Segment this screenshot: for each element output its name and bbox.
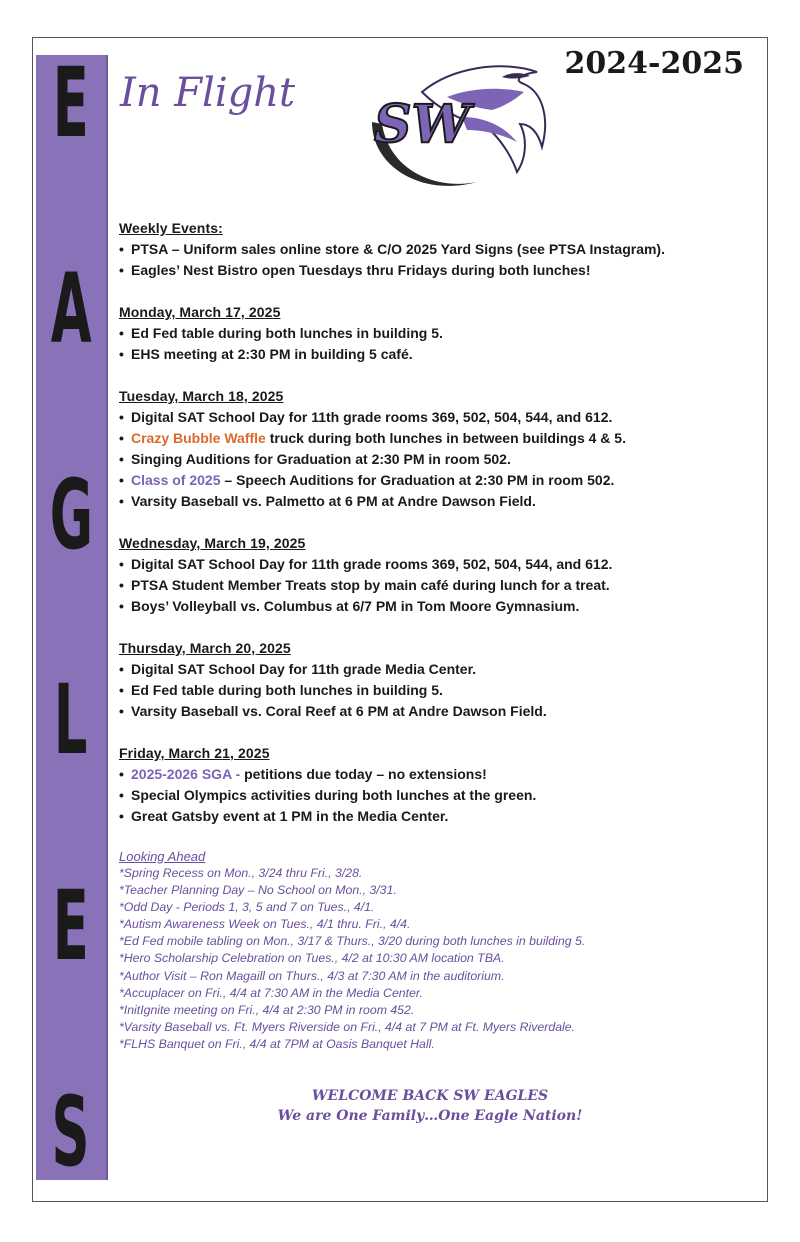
event-item <box>119 785 759 806</box>
event-item <box>119 491 759 512</box>
footer <box>100 1086 760 1126</box>
newsletter-title: In Flight <box>120 70 296 116</box>
section-heading: Friday, March 21, 2025 <box>119 745 270 761</box>
bullet-icon: • <box>119 472 124 488</box>
event-item <box>119 449 759 470</box>
event-item <box>119 428 759 449</box>
event-text: – Speech Auditions for Graduation at 2:30 PM in room 502. <box>220 472 615 488</box>
event-text: Singing Auditions for Graduation at 2:30 PM in room 502. <box>131 451 511 467</box>
event-text: Ed Fed table during both lunches in building 5. <box>131 325 443 341</box>
event-item <box>119 764 759 785</box>
sidebar-letter: A <box>50 252 92 365</box>
event-item <box>119 554 759 575</box>
section-heading: Wednesday, March 19, 2025 <box>119 535 306 551</box>
looking-ahead-item: *Teacher Planning Day – No School on Mon., 3/31. <box>119 883 397 898</box>
looking-ahead-item: *Ed Fed mobile tabling on Mon., 3/17 & Thurs., 3/20 during both lunches in building 5. <box>119 934 586 949</box>
looking-ahead-item: *Accuplacer on Fri., 4/4 at 7:30 AM in the Media Center. <box>119 985 423 1000</box>
event-section <box>119 743 759 827</box>
bullet-icon: • <box>119 808 124 824</box>
event-text: Digital SAT School Day for 11th grade rooms 369, 502, 504, 544, and 612. <box>131 409 613 425</box>
sidebar-letter: G <box>49 458 93 571</box>
bullet-icon: • <box>119 682 124 698</box>
event-item <box>119 239 759 260</box>
bullet-icon: • <box>119 787 124 803</box>
looking-ahead-item: *Author Visit – Ron Magaill on Thurs., 4/3 at 7:30 AM in the auditorium. <box>119 968 505 983</box>
event-text: Special Olympics activities during both lunches at the green. <box>131 787 537 803</box>
event-item <box>119 260 759 281</box>
sidebar-letters <box>36 47 106 1188</box>
event-text: PTSA – Uniform sales online store & C/O 2025 Yard Signs (see PTSA Instagram). <box>131 241 665 257</box>
bullet-icon: • <box>119 703 124 719</box>
event-text: Varsity Baseball vs. Palmetto at 6 PM at Andre Dawson Field. <box>131 493 536 509</box>
highlighted-text: Crazy Bubble Waffle <box>131 430 266 446</box>
bullet-icon: • <box>119 493 124 509</box>
footer-motto: We are One Family…One Eagle Nation! <box>277 1108 583 1124</box>
event-text: Great Gatsby event at 1 PM in the Media Center. <box>131 808 449 824</box>
bullet-icon: • <box>119 430 124 446</box>
highlighted-text: 2025-2026 SGA - <box>131 766 241 782</box>
event-text: Ed Fed table during both lunches in building 5. <box>131 682 443 698</box>
event-item <box>119 344 759 365</box>
looking-ahead-item: *Autism Awareness Week on Tues., 4/1 thru. Fri., 4/4. <box>119 917 411 932</box>
bullet-icon: • <box>119 577 124 593</box>
events-content <box>119 218 759 1053</box>
looking-ahead-heading: Looking Ahead <box>119 849 206 864</box>
bullet-icon: • <box>119 346 124 362</box>
bullet-icon: • <box>119 325 124 341</box>
looking-ahead-item: *Hero Scholarship Celebration on Tues., 4/2 at 10:30 AM location TBA. <box>119 951 505 966</box>
eagle-logo <box>352 62 552 194</box>
event-text: PTSA Student Member Treats stop by main café during lunch for a treat. <box>131 577 610 593</box>
event-section <box>119 386 759 512</box>
section-heading: Weekly Events: <box>119 220 223 236</box>
looking-ahead-item: *Spring Recess on Mon., 3/24 thru Fri., 3/28. <box>119 866 363 880</box>
event-text: Digital SAT School Day for 11th grade rooms 369, 502, 504, 544, and 612. <box>131 556 613 572</box>
event-item <box>119 701 759 722</box>
looking-ahead <box>119 848 759 1053</box>
bullet-icon: • <box>119 262 124 278</box>
highlighted-text: Class of 2025 <box>131 472 221 488</box>
looking-ahead-item: *FLHS Banquet on Fri., 4/4 at 7PM at Oasis Banquet Hall. <box>119 1036 435 1051</box>
footer-welcome: WELCOME BACK SW EAGLES <box>311 1088 549 1104</box>
eagles-sidebar <box>36 47 108 1188</box>
bullet-icon: • <box>119 409 124 425</box>
section-heading: Monday, March 17, 2025 <box>119 304 281 320</box>
looking-ahead-item: *InitIgnite meeting on Fri., 4/4 at 2:30 PM in room 452. <box>119 1002 415 1017</box>
sidebar-letter: S <box>51 1075 91 1188</box>
event-item <box>119 323 759 344</box>
bullet-icon: • <box>119 598 124 614</box>
section-heading: Thursday, March 20, 2025 <box>119 640 291 656</box>
sidebar-letter: E <box>52 870 90 983</box>
section-heading: Tuesday, March 18, 2025 <box>119 388 284 404</box>
event-section <box>119 533 759 617</box>
looking-ahead-item: *Varsity Baseball vs. Ft. Myers Riverside on Fri., 4/4 at 7 PM at Ft. Myers Riverdale. <box>119 1019 576 1034</box>
event-item <box>119 806 759 827</box>
event-text: petitions due today – no extensions! <box>240 766 487 782</box>
looking-ahead-item: *Odd Day - Periods 1, 3, 5 and 7 on Tues., 4/1. <box>119 900 375 915</box>
bullet-icon: • <box>119 661 124 677</box>
event-item <box>119 680 759 701</box>
event-item <box>119 596 759 617</box>
sidebar-letter: L <box>54 664 88 777</box>
logo-letters: SW <box>374 94 470 155</box>
event-item <box>119 659 759 680</box>
event-section <box>119 218 759 281</box>
event-section <box>119 638 759 722</box>
sidebar-letter: E <box>52 47 90 159</box>
event-text: EHS meeting at 2:30 PM in building 5 café. <box>131 346 413 362</box>
bullet-icon: • <box>119 451 124 467</box>
event-text: Eagles’ Nest Bistro open Tuesdays thru Fridays during both lunches! <box>131 262 591 278</box>
bullet-icon: • <box>119 241 124 257</box>
event-text: Varsity Baseball vs. Coral Reef at 6 PM at Andre Dawson Field. <box>131 703 547 719</box>
bullet-icon: • <box>119 766 124 782</box>
event-item <box>119 575 759 596</box>
event-text: Boys’ Volleyball vs. Columbus at 6/7 PM in Tom Moore Gymnasium. <box>131 598 580 614</box>
school-year: 2024-2025 <box>564 46 744 81</box>
event-text: truck during both lunches in between buildings 4 & 5. <box>265 430 626 446</box>
event-section <box>119 302 759 365</box>
bullet-icon: • <box>119 556 124 572</box>
event-item <box>119 470 759 491</box>
event-item <box>119 407 759 428</box>
event-text: Digital SAT School Day for 11th grade Media Center. <box>131 661 477 677</box>
